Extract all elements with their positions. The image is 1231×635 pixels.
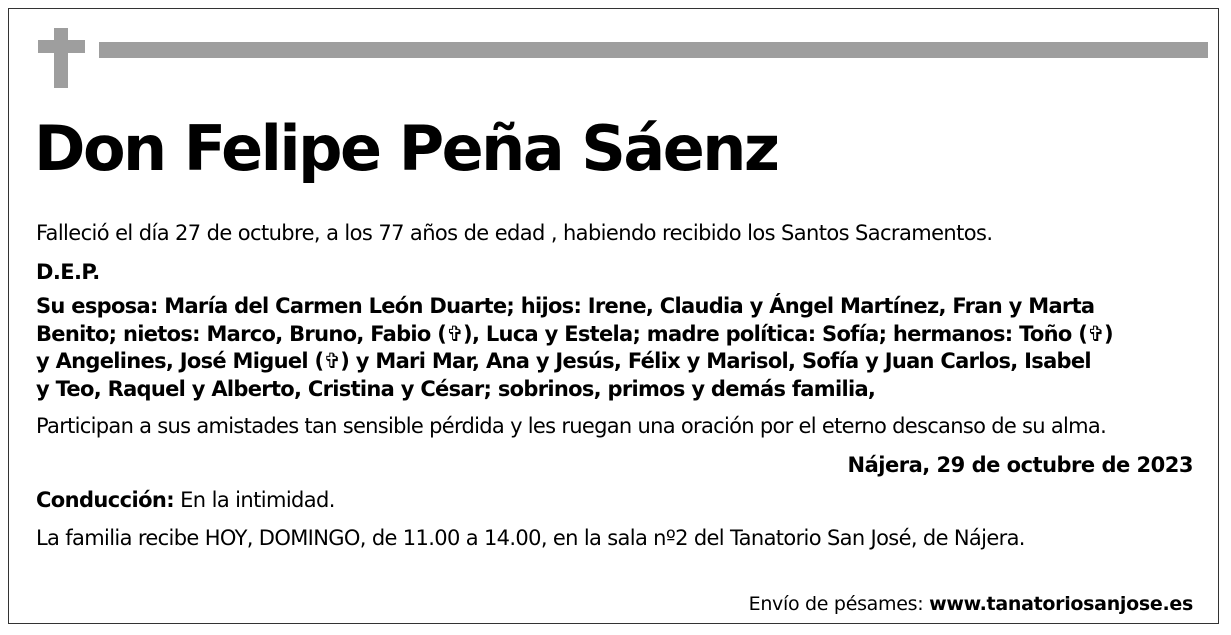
cross-icon-vertical	[54, 28, 68, 88]
deceased-name: Don Felipe Peña Sáenz	[34, 112, 778, 185]
reception-info: La familia recibe HOY, DOMINGO, de 11.00 a 14.00, en la sala nº2 del Tanatorio San José, de Nájera.	[36, 526, 1025, 550]
family-line: Su esposa: María del Carmen León Duarte; hijos: Irene, Claudia y Ángel Martínez, Fran y Marta	[36, 294, 1095, 318]
participation-text: Participan a sus amistades tan sensible pérdida y les ruegan una oración por el eterno descanso de su alma.	[36, 414, 1107, 438]
family-line: y Teo, Raquel y Alberto, Cristina y César; sobrinos, primos y demás familia,	[36, 376, 876, 401]
conduction-line	[36, 486, 335, 514]
place-date: Nájera, 29 de octubre de 2023	[847, 453, 1193, 477]
family-line: y Angelines, José Miguel (✞) y Mari Mar, Ana y Jesús, Félix y Marisol, Sofía y Juan Carlos, Isabel	[36, 349, 1091, 373]
family-list	[36, 293, 1186, 403]
family-line: Benito; nietos: Marco, Bruno, Fabio (✞), Luca y Estela; madre política: Sofía; hermanos: Toño (✞)	[36, 321, 1113, 346]
header-bar	[99, 42, 1208, 58]
dep-label: D.E.P.	[36, 260, 100, 284]
cross-icon-horizontal	[38, 40, 85, 53]
condolences-label: Envío de pésames:	[748, 593, 924, 615]
condolences-link[interactable]: www.tanatoriosanjose.es	[929, 593, 1193, 615]
death-notice: Falleció el día 27 de octubre, a los 77 años de edad , habiendo recibido los Santos Sacramentos.	[36, 221, 993, 245]
conduction-label: Conducción:	[36, 488, 175, 512]
conduction-value: En la intimidad.	[180, 488, 335, 512]
condolences-line	[749, 591, 1193, 617]
